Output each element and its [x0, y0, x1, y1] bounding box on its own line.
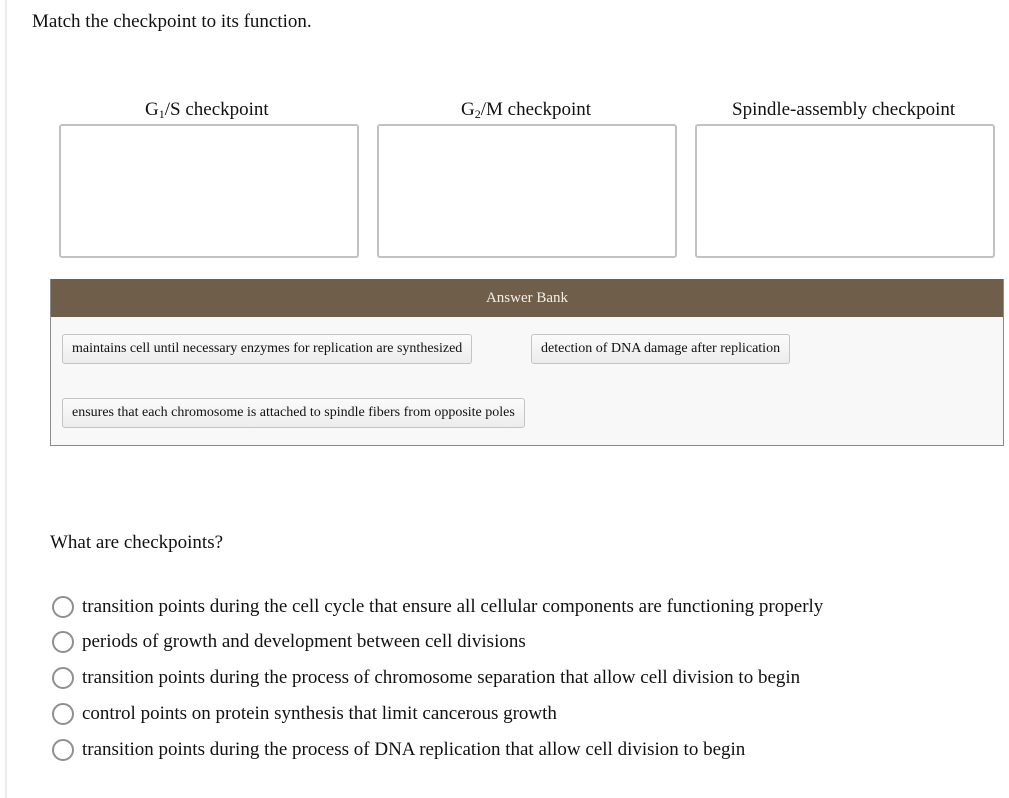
radio-button[interactable]: [52, 596, 74, 618]
radio-button[interactable]: [52, 667, 74, 689]
answer-bank-header: Answer Bank: [51, 279, 1003, 317]
target-label-spindle: [732, 98, 955, 122]
target-label-g2m: [461, 98, 591, 122]
option-label: transition points during the process of chromosome separation that allow cell division to begin: [82, 667, 801, 688]
answer-option[interactable]: [52, 665, 800, 691]
answer-option[interactable]: [52, 594, 823, 620]
answer-option[interactable]: [52, 737, 745, 763]
target-label-g1s-base: G: [145, 99, 159, 120]
answer-bank: [50, 279, 1004, 446]
option-label: control points on protein synthesis that limit cancerous growth: [82, 703, 557, 724]
option-label: transition points during the process of DNA replication that allow cell division to begin: [82, 739, 746, 760]
radio-button[interactable]: [52, 631, 74, 653]
question-text: What are checkpoints?: [50, 532, 224, 553]
answer-chip[interactable]: ensures that each chromosome is attached to spindle fibers from opposite poles: [62, 398, 525, 428]
answer-chip[interactable]: detection of DNA damage after replication: [531, 334, 790, 364]
target-label-spindle-text: Spindle-assembly checkpoint: [732, 99, 956, 120]
matching-prompt: Match the checkpoint to its function.: [32, 11, 312, 32]
left-page-rule: [5, 0, 7, 798]
target-label-g1s: [145, 98, 269, 122]
drop-zone-g1s[interactable]: [59, 124, 359, 258]
option-label: periods of growth and development between cell divisions: [82, 631, 526, 652]
target-label-g2m-base: G: [461, 99, 475, 120]
option-label: transition points during the cell cycle that ensure all cellular components are functioning properly: [82, 596, 824, 617]
target-label-g2m-sub: 2: [474, 107, 481, 121]
target-label-g1s-rest: /S checkpoint: [164, 99, 269, 120]
radio-button[interactable]: [52, 703, 74, 725]
answer-chip[interactable]: maintains cell until necessary enzymes for replication are synthesized: [62, 334, 472, 364]
answer-option[interactable]: [52, 629, 526, 655]
target-label-g1s-sub: 1: [158, 107, 165, 121]
radio-button[interactable]: [52, 739, 74, 761]
answer-option[interactable]: [52, 701, 557, 727]
target-label-g2m-rest: /M checkpoint: [480, 99, 592, 120]
drop-zone-g2m[interactable]: [377, 124, 677, 258]
drop-zone-spindle[interactable]: [695, 124, 995, 258]
